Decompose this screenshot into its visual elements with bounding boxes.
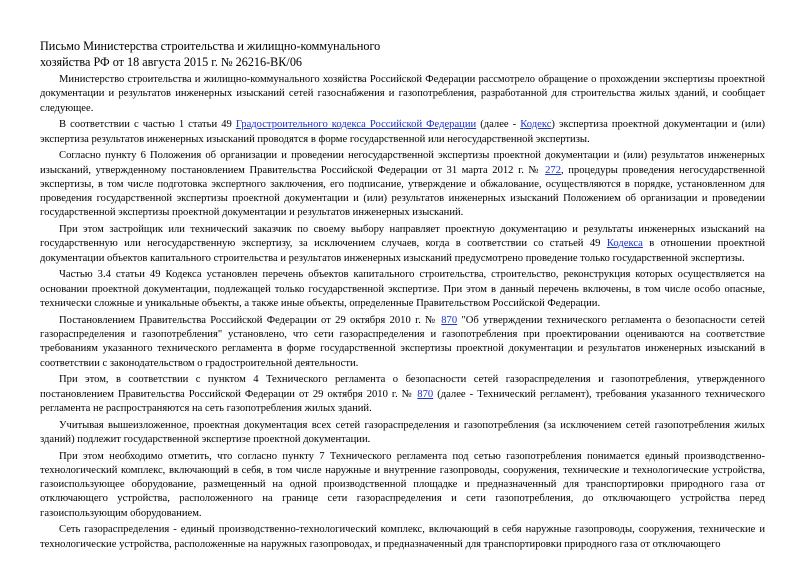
- paragraph-4: [40, 223, 765, 266]
- paragraph-3: [40, 149, 765, 220]
- link-resolution-870[interactable]: 870: [441, 314, 458, 326]
- paragraph-1: Министерство строительства и жилищно-коммунального хозяйства Российской Федерации рассмотрело обращение о прохождении экспертизы проектной документации и результатов инженерных изысканий сетей газоснабжения и газопотребления, разработанной для строительства жилых зданий, и сообщает следующее.: [40, 74, 765, 114]
- paragraph-2-text-b: (далее -: [476, 119, 521, 131]
- link-kodeksa[interactable]: Кодекса: [606, 238, 643, 250]
- paragraph-3-text-b: , процедуры проведения негосударственной экспертизы, в том числе подготовка экспертного заключения, его подписание, утверждение и обжалование, осуществляются в порядке, установленном для проведения государственной экспертизы проектной документации и (или) результатов инженерных изысканий Положением об организации и проведении государственной экспертизы проектной документации и результатов инженерных изысканий.: [40, 164, 765, 219]
- paragraph-2: [40, 118, 765, 147]
- paragraph-2-text-a: В соответствии с частью 1 статьи 49: [59, 119, 236, 131]
- paragraph-2-text-c: ) экспертиза проектной документации и (или) экспертиза результатов инженерных изысканий проводятся в форме государственной или негосударственной экспертизы.: [40, 119, 766, 145]
- link-kodeks[interactable]: Кодекс: [520, 119, 552, 131]
- paragraph-4-text-b: в отношении проектной документации объектов капитального строительства и результатов инженерных изысканий предусмотрено проведение только государственной экспертизы.: [40, 238, 765, 264]
- paragraph-10: Сеть газораспределения - единый производственно-технологический комплекс, включающий в себя наружные газопроводы, сооружения, технические и технологические устройства, расположенные на наружных газопроводах, и предназначенный для транспортировки природного газа от отключающего: [40, 524, 765, 550]
- paragraph-7: [40, 373, 765, 416]
- paragraph-8: Учитывая вышеизложенное, проектная документация всех сетей газораспределения и газопотребления (за исключением сетей газопотребления жилых зданий) подлежит государственной экспертизе проектной документации.: [40, 419, 765, 445]
- paragraph-7-text-a: При этом, в соответствии с пунктом 4 Технического регламента о безопасности сетей газораспределения и газопотребления, утвержденного постановлением Правительства Российской Федерации от 29 октября 2010 г. №: [40, 374, 765, 400]
- title-line-1: Письмо Министерства строительства и жилищно-коммунального: [40, 39, 381, 53]
- link-grad-code[interactable]: Градостроительного кодекса Российской Федерации: [235, 119, 477, 131]
- document-title: [40, 38, 540, 70]
- paragraph-7-text-b: (далее - Технический регламент), требования указанного технического регламента не распространяются на сеть газопотребления жилых зданий.: [40, 388, 765, 414]
- paragraph-6-text-b: "Об утверждении технического регламента о безопасности сетей газораспределения и газопотребления" установлено, что сети газораспределения и газопотребления при проектировании оцениваются на соответствие требованиям указанного технического регламента в форме государственной экспертизы проектной документации и результатов инженерных изысканий в соответствии с законодательством о градостроительной деятельности.: [40, 314, 765, 369]
- paragraph-6: [40, 314, 765, 371]
- paragraph-5: Частью 3.4 статьи 49 Кодекса установлен перечень объектов капитального строительства, строительство, реконструкция которых осуществляется на основании проектной документации, подлежащей только государственной экспертизе. При этом в данный перечень включены, в том числе особо опасные, технически сложные и уникальные объекты, а также иные объекты, определенные Правительством Российской Федерации.: [40, 269, 765, 310]
- paragraph-6-text-a: Постановлением Правительства Российской Федерации от 29 октября 2010 г. №: [59, 314, 442, 326]
- title-line-2: хозяйства РФ от 18 августа 2015 г. № 26216-ВК/06: [40, 55, 303, 69]
- link-resolution-272[interactable]: 272: [545, 164, 562, 176]
- paragraph-9: При этом необходимо отметить, что согласно пункту 7 Технического регламента под сетью газопотребления понимается единый производственно-технологический комплекс, включающий в себя, в том числе наружные и внутренние газопроводы, сооружения, технические и технологические устройства, газоиспользующее оборудование, размещенный на одной производственной площадке и предназначенный для транспортировки природного газа от отключающего устройства, расположенного на границе сети газораспределения и сети газопотребления, до отключающего устройства перед газоиспользующим оборудованием.: [40, 450, 765, 519]
- document-body: [40, 73, 765, 554]
- paragraph-3-text-a: Согласно пункту 6 Положения об организации и проведении негосударственной экспертизы проектной документации и (или) результатов инженерных изысканий, утвержденному постановлением Правительства Российской Федерации от 31 марта 2012 г. №: [40, 150, 765, 176]
- paragraph-4-text-a: При этом застройщик или технический заказчик по своему выбору направляет проектную документацию и результаты инженерных изысканий на государственную или негосударственную экспертизу, за исключением случаев, когда в соответствии со статьей 49: [40, 224, 765, 250]
- link-resolution-870-second[interactable]: 870: [417, 388, 434, 400]
